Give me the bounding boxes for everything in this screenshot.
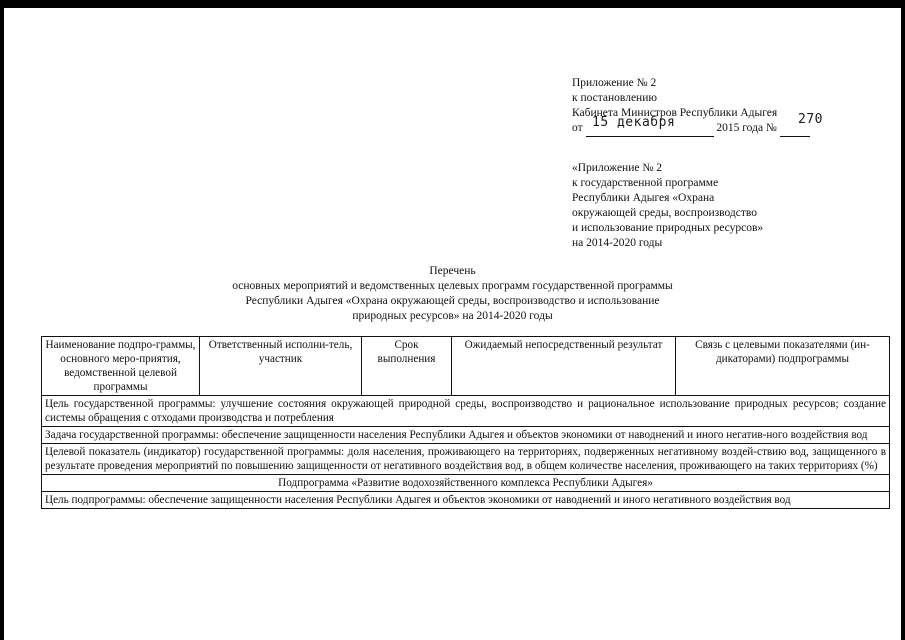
header-expected-result: Ожидаемый непосредственный результат <box>452 337 676 396</box>
program-indicator: Целевой показатель (индикатор) государственной программы: доля населения, проживающего на территориях, подверженных негативному воздей-ствию вод, защищенного в результате проведения мероприятий по повышению защищенности от негативного воздействия вод, в общем количестве населения, проживающего на таких территориях (%) <box>42 444 890 475</box>
title-line-3: Республики Адыгея «Охрана окружающей среды, воспроизводство и использование <box>245 295 660 307</box>
document-title <box>0 264 905 324</box>
year-text: 2015 года № <box>716 122 777 134</box>
table-row <box>42 444 890 475</box>
resolution-annex-header <box>572 76 823 136</box>
annex-reference: к постановлению <box>572 92 657 104</box>
header-responsible: Ответственный исполни-тель, участник <box>200 337 362 396</box>
annex-issuer: Кабинета Министров Республики Адыгея <box>572 107 778 119</box>
table-row <box>42 475 890 492</box>
program-annex-line-3: Республики Адыгея «Охрана <box>572 192 715 204</box>
title-line-4: природных ресурсов» на 2014-2020 годы <box>352 310 553 322</box>
program-annex-line-4: окружающей среды, воспроизводство <box>572 207 757 219</box>
date-prefix: от <box>572 122 583 134</box>
program-annex-header <box>572 161 763 251</box>
header-deadline: Срок выполнения <box>362 337 452 396</box>
handwritten-number: 270 <box>798 112 823 127</box>
table-row <box>42 492 890 509</box>
title-line-1: Перечень <box>429 265 476 277</box>
handwritten-date: 15 декабря <box>592 115 676 130</box>
table-header-row <box>42 337 890 396</box>
table-row <box>42 427 890 444</box>
subprogram-title: Подпрограмма «Развитие водохозяйственного комплекса Республики Адыгея» <box>42 475 890 492</box>
header-indicators-link: Связь с целевыми показателями (ин-дикаторами) подпрограммы <box>676 337 890 396</box>
subprogram-goal: Цель подпрограммы: обеспечение защищенности населения Республики Адыгея и объектов экономики от наводнений и иного негативного воздействия вод <box>42 492 890 509</box>
header-name: Наименование подпро-граммы, основного меро-приятия, ведомственной целевой программы <box>42 337 200 396</box>
table-row <box>42 396 890 427</box>
program-annex-line-6: на 2014-2020 годы <box>572 237 663 249</box>
title-line-2: основных мероприятий и ведомственных целевых программ государственной программы <box>232 280 673 292</box>
annex-number: Приложение № 2 <box>572 77 657 89</box>
program-annex-line-5: и использование природных ресурсов» <box>572 222 764 234</box>
program-task: Задача государственной программы: обеспечение защищенности населения Республики Адыгея и объектов экономики от наводнений и иного негатив-ного воздействия вод <box>42 427 890 444</box>
program-annex-line-2: к государственной программе <box>572 177 719 189</box>
activities-table <box>41 336 890 509</box>
program-annex-line-1: «Приложение № 2 <box>572 162 662 174</box>
scan-border-top <box>0 0 905 8</box>
program-goal: Цель государственной программы: улучшение состояния окружающей природной среды, воспроизводство и рациональное использование природных ресурсов; создание системы обращения с отходами производства и потребления <box>42 396 890 427</box>
